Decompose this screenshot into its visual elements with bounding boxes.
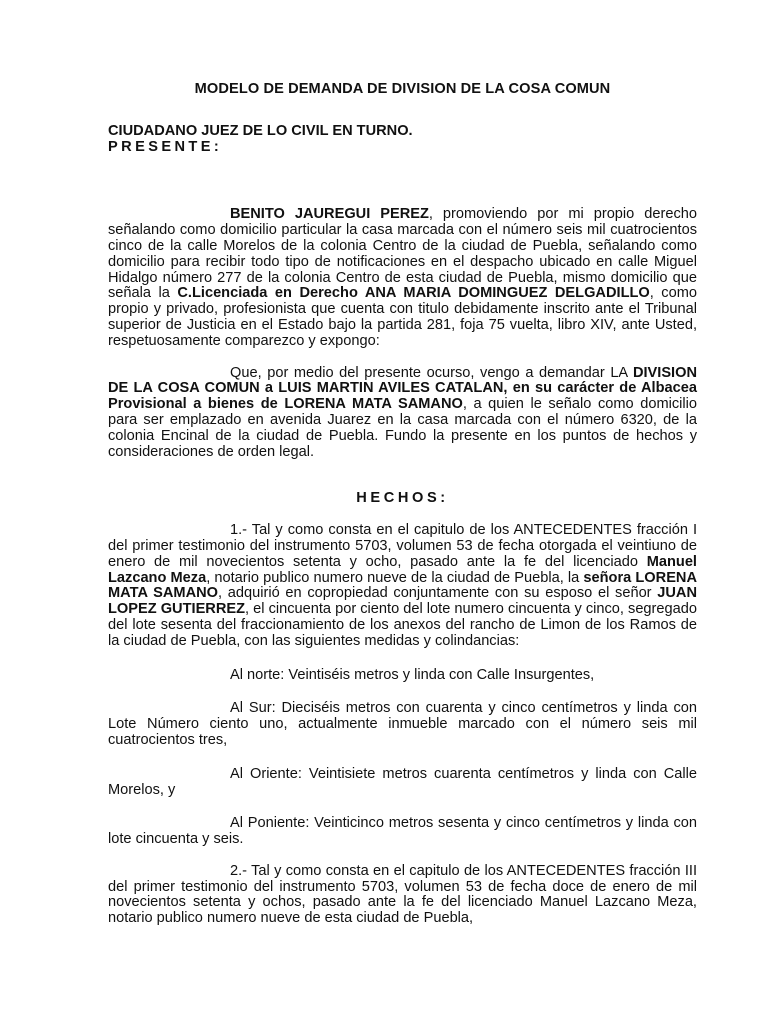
- plaintiff-name: BENITO JAUREGUI PEREZ: [230, 206, 429, 223]
- spouse-name: JUAN LOPEZ GUTIERREZ: [108, 585, 697, 618]
- boundary-oriente: Al Oriente: Veintisiete metros cuarenta centímetros y linda con Calle Morelos, y: [108, 765, 697, 798]
- intro-paragraph: BENITO JAUREGUI PEREZ, promoviendo por mi propio derecho señalando como domicilio particular la casa marcada con el número seis mil cuatrocientos cinco de la calle Morelos de la colonia Centro de la ciudad de Puebla, señalando como domicilio para recibir todo tipo de notificaciones en el despacho ubicado en calle Miguel Hidalgo número 277 de la colonia Centro de esta ciudad de Puebla, mismo domicilio que señala la C.Licenciada en Derecho ANA MARIA DOMINGUEZ DELGADILLO, como propio y privado, profesionista que cuenta con titulo debidamente inscrito ante el Tribunal superior de Justicia en el Estado bajo la partida 281, foja 75 vuelta, libro XIV, ante Usted, respetuosamente comparezco y expongo:: [108, 206, 697, 349]
- boundary-norte: Al norte: Veintiséis metros y linda con Calle Insurgentes,: [230, 666, 595, 683]
- presente-line: PRESENTE:: [108, 138, 223, 155]
- hecho-1-paragraph: 1.- Tal y como consta en el capitulo de los ANTECEDENTES fracción I del primer testimonio del instrumento 5703, volumen 53 de fecha otorgada el veintiuno de enero de mil novecientos setenta y ocho, pasado ante la fe del licenciado Manuel Lazcano Meza, notario publico numero nueve de la ciudad de Puebla, la señora LORENA MATA SAMANO, adquirió en copropiedad conjuntamente con su esposo el señor JUAN LOPEZ GUTIERREZ, el cincuenta por ciento del lote numero cincuenta y cinco, segregado del lote sesenta del fraccionamiento de los anexos del rancho de Limon de los Ramos de la ciudad de Puebla, con las siguientes medidas y colindancias:: [108, 522, 698, 649]
- document-title: MODELO DE DEMANDA DE DIVISION DE LA COSA COMUN: [194, 81, 611, 97]
- hecho-2-paragraph: 2.- Tal y como consta en el capitulo de los ANTECEDENTES fracción III del primer testimonio del instrumento 5703, volumen 53 de fecha doce de enero de mil novecientos setenta y ochos, pasado ante la fe del licenciado Manuel Lazcano Meza, notario publico numero nueve de esta ciudad de Puebla,: [108, 862, 697, 927]
- demand-paragraph: Que, por medio del presente ocurso, vengo a demandar LA DIVISION DE LA COSA COMUN a LUIS MARTIN AVILES CATALAN, en su carácter de Albacea Provisional a bienes de LORENA MATA SAMANO, a quien le señalo como domicilio para ser emplazado en avenida Juarez en la casa marcada con el número 6320, de la colonia Encinal de la ciudad de Puebla. Fundo la presente en los puntos de hechos y consideraciones de orden legal.: [108, 364, 697, 460]
- boundary-sur: Al Sur: Dieciséis metros con cuarenta y cinco centímetros y linda con Lote Número ciento uno, actualmente inmueble marcado con el número seis mil cuatrocientos tres,: [108, 700, 697, 748]
- owner-name: señora LORENA MATA SAMANO: [108, 569, 698, 602]
- boundary-poniente: Al Poniente: Veinticinco metros sesenta y cinco centímetros y linda con lote cincuenta y seis.: [108, 815, 697, 848]
- hechos-heading: HECHOS:: [356, 490, 449, 507]
- notary-name: Manuel Lazcano Meza: [108, 553, 697, 586]
- document-page: [108, 82, 697, 927]
- demand-bold: DIVISION DE LA COSA COMUN a LUIS MARTIN AVILES CATALAN, en su carácter de Albacea Provisional a bienes de LORENA MATA SAMANO: [108, 364, 697, 413]
- addressee: CIUDADANO JUEZ DE LO CIVIL EN TURNO.: [108, 122, 413, 139]
- lawyer-name: C.Licenciada en Derecho ANA MARIA DOMINGUEZ DELGADILLO: [177, 285, 650, 302]
